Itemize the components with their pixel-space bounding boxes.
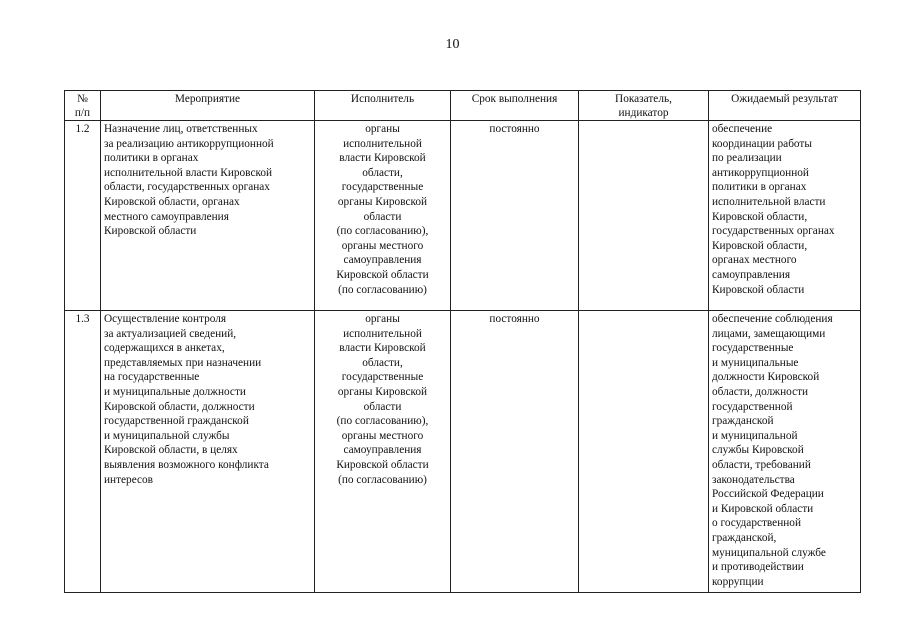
row-number: 1.2 — [65, 121, 101, 311]
header-indicator: Показатель, индикатор — [579, 91, 709, 121]
table-row — [65, 311, 861, 593]
page-number: 10 — [445, 37, 460, 52]
row-result: обеспечение координации работы по реализации антикоррупционной политики в органах исполнительной власти Кировской области, государственных органах Кировской области, органах местного самоуправления Кировской области — [709, 121, 861, 311]
row-indicator — [579, 121, 709, 311]
row-executor: органы исполнительной власти Кировской области, государственные органы Кировской области (по согласованию), органы местного самоуправления Кировской области (по согласованию) — [315, 121, 451, 311]
table-row — [65, 121, 861, 311]
row-deadline: постоянно — [451, 121, 579, 311]
row-indicator — [579, 311, 709, 593]
header-number: № п/п — [65, 91, 101, 121]
row-number: 1.3 — [65, 311, 101, 593]
row-deadline: постоянно — [451, 311, 579, 593]
table-header-row — [65, 91, 861, 121]
row-executor: органы исполнительной власти Кировской области, государственные органы Кировской области (по согласованию), органы местного самоуправления Кировской области (по согласованию) — [315, 311, 451, 593]
header-executor: Исполнитель — [315, 91, 451, 121]
header-deadline: Срок выполнения — [451, 91, 579, 121]
action-plan-table — [64, 90, 861, 593]
header-result: Ожидаемый результат — [709, 91, 861, 121]
header-event: Мероприятие — [101, 91, 315, 121]
row-event: Осуществление контроля за актуализацией сведений, содержащихся в анкетах, представляемых при назначении на государственные и муниципальные должности Кировской области, должности государственной гражданской и муниципальной службы Кировской области, в целях выявления возможного конфликта интересов — [101, 311, 315, 593]
row-result: обеспечение соблюдения лицами, замещающими государственные и муниципальные должности Кировской области, должности государственной гражданской и муниципальной службы Кировской области, требований законодательства Российской Федерации и Кировской области о государственной гражданской, муниципальной службе и противодействии коррупции — [709, 311, 861, 593]
row-event: Назначение лиц, ответственных за реализацию антикоррупционной политики в органах исполнительной власти Кировской области, государственных органах Кировской области, органах местного самоуправления Кировской области — [101, 121, 315, 311]
